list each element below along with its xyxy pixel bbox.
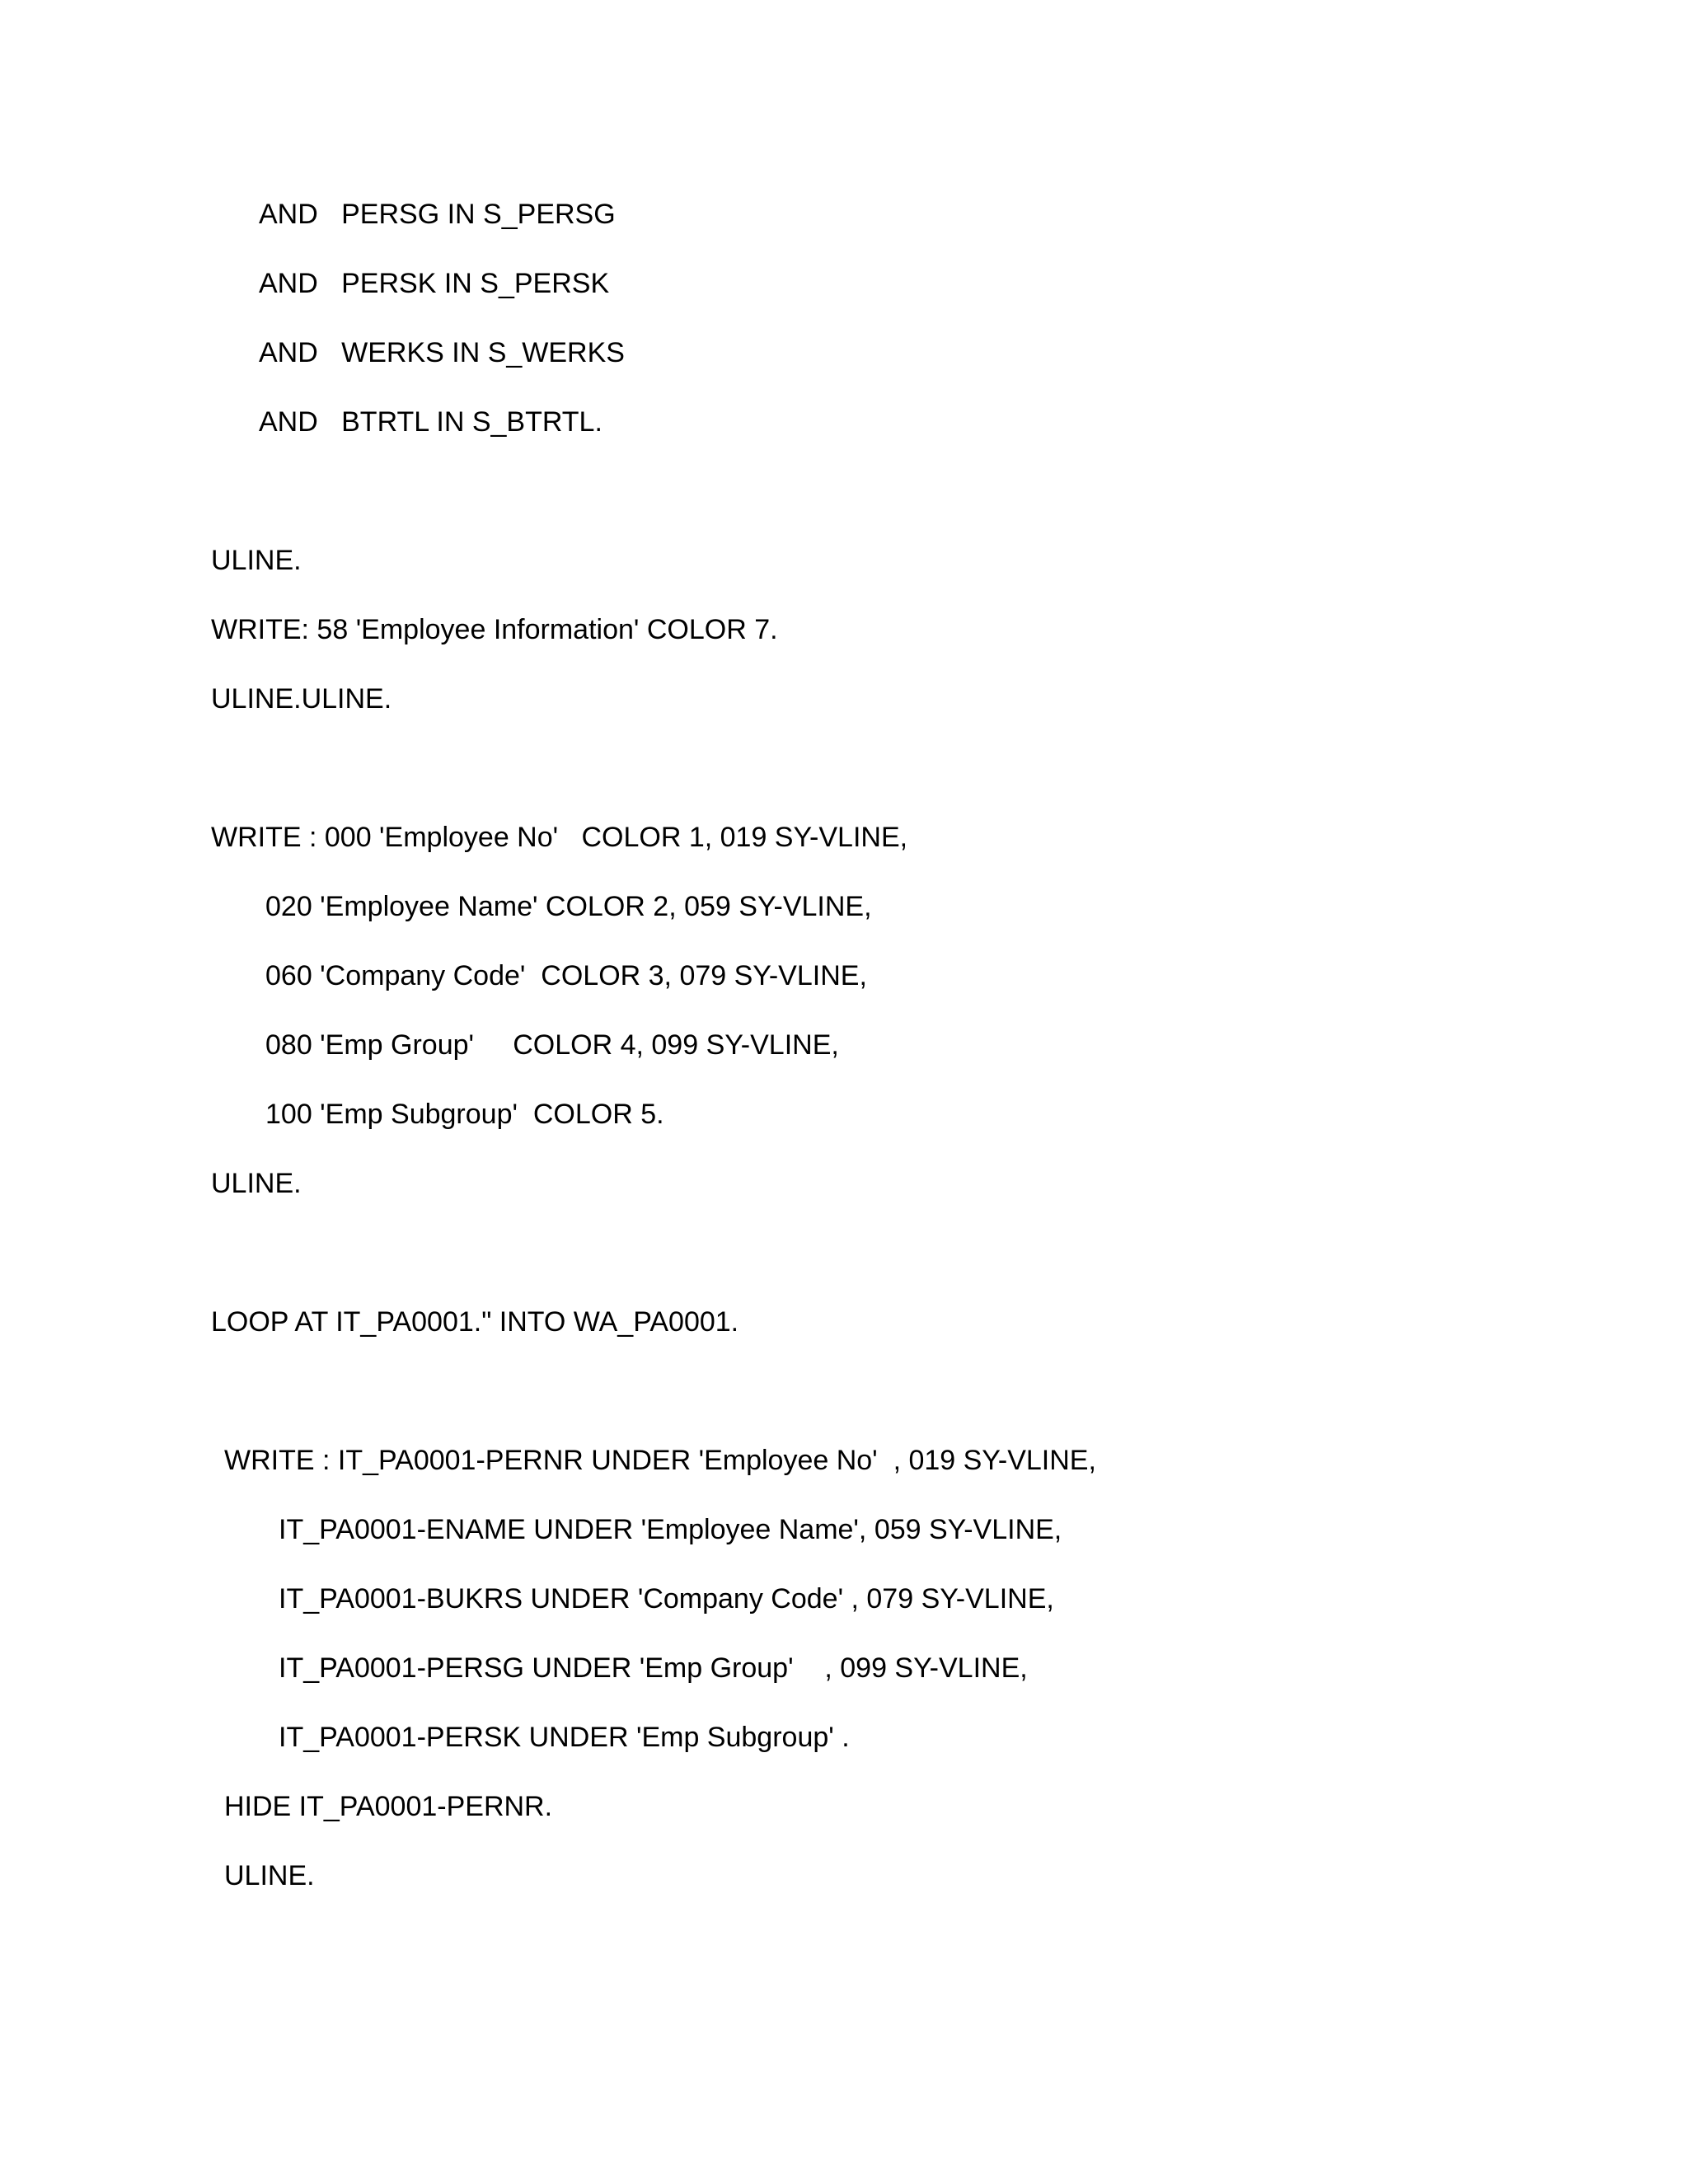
code-line-11: 080 'Emp Group' COLOR 4, 099 SY-VLINE, [265,1029,839,1061]
code-line-19: IT_PA0001-PERSK UNDER 'Emp Subgroup' . [279,1722,850,1753]
code-line-7: ULINE.ULINE. [211,683,392,715]
code-line-3: AND WERKS IN S_WERKS [259,337,625,368]
code-line-9: 020 'Employee Name' COLOR 2, 059 SY-VLINE, [265,891,872,922]
code-line-6: WRITE: 58 'Employee Information' COLOR 7. [211,614,778,645]
code-line-5: ULINE. [211,545,302,576]
code-line-2: AND PERSK IN S_PERSK [259,268,610,299]
code-line-15: WRITE : IT_PA0001-PERNR UNDER 'Employee No' , 019 SY-VLINE, [224,1445,1096,1476]
code-line-4: AND BTRTL IN S_BTRTL. [259,406,603,438]
code-line-16: IT_PA0001-ENAME UNDER 'Employee Name', 059 SY-VLINE, [279,1514,1062,1545]
code-line-8: WRITE : 000 'Employee No' COLOR 1, 019 SY-VLINE, [211,822,908,853]
code-line-17: IT_PA0001-BUKRS UNDER 'Company Code' , 079 SY-VLINE, [279,1583,1054,1615]
code-line-18: IT_PA0001-PERSG UNDER 'Emp Group' , 099 SY-VLINE, [279,1652,1028,1684]
code-line-1: AND PERSG IN S_PERSG [259,199,616,230]
code-line-14: LOOP AT IT_PA0001." INTO WA_PA0001. [211,1306,739,1338]
code-line-10: 060 'Company Code' COLOR 3, 079 SY-VLINE, [265,960,867,991]
code-line-20: HIDE IT_PA0001-PERNR. [224,1791,553,1822]
code-line-13: ULINE. [211,1168,302,1199]
code-line-21: ULINE. [224,1860,315,1891]
code-line-12: 100 'Emp Subgroup' COLOR 5. [265,1099,664,1130]
